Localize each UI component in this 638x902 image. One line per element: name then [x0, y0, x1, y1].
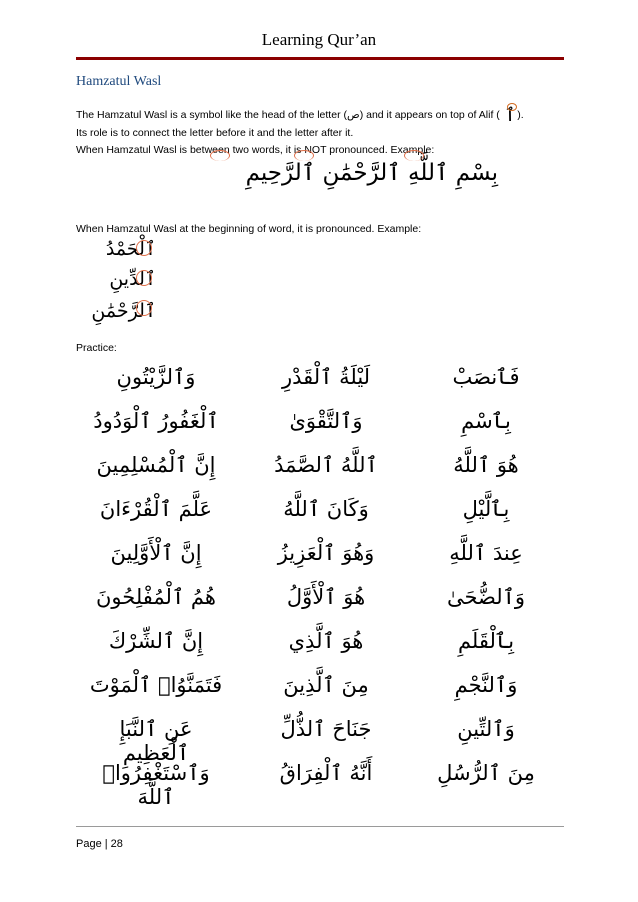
- begin-example-3: ٱلرَّحْمَٰنِ: [91, 300, 156, 322]
- practice-item: فَٱنصَبْ: [452, 365, 520, 389]
- practice-item: عَنِ ٱلنَّبَإِ ٱلْعَظِيمِ: [119, 717, 193, 765]
- practice-item: وَٱلزَّيْتُونِ: [116, 365, 196, 389]
- practice-item: وَهُوَ ٱلْعَزِيزُ: [277, 541, 375, 565]
- practice-item: هُوَ ٱلَّذِي: [288, 629, 364, 653]
- practice-item: عَلَّمَ ٱلْقُرْءَانَ: [99, 497, 213, 521]
- basmala-example: [118, 150, 498, 206]
- practice-item: وَٱلتِّينِ: [457, 717, 515, 741]
- practice-item: لَيْلَةُ ٱلْقَدْرِ: [281, 365, 371, 389]
- line1-text-a: The Hamzatul Wasl is a symbol like the head of the letter (: [76, 109, 347, 121]
- paragraph-line-3: When Hamzatul Wasl is between two words, it is NOT pronounced. Example:: [76, 144, 435, 156]
- practice-item: وَٱلتَّقْوَىٰ: [289, 409, 363, 433]
- sad-glyph: ص: [346, 109, 360, 121]
- line1-text-c: ).: [517, 109, 524, 121]
- practice-item: مِنَ ٱلَّذِينَ: [283, 673, 369, 697]
- practice-item: ٱللَّهُ ٱلصَّمَدُ: [274, 453, 378, 477]
- practice-item: هُوَ ٱللَّهُ: [453, 453, 519, 477]
- practice-item: بِٱلْقَلَمِ: [457, 629, 515, 653]
- begin-example-2: ٱلدِّينِ: [109, 268, 156, 290]
- footer-rule: [76, 826, 564, 827]
- practice-item: وَكَانَ ٱللَّهُ: [283, 497, 369, 521]
- practice-item: جَنَاحَ ٱلذُّلِّ: [280, 717, 372, 741]
- practice-item: إِنَّ ٱلْأَوَّلِينَ: [110, 541, 202, 565]
- header-rule: [76, 57, 564, 60]
- begin-example-1: ٱلْحَمْدُ: [105, 238, 156, 260]
- practice-item: أَنَّهُ ٱلْفِرَاقُ: [279, 761, 373, 785]
- alif-wasl-glyph: [504, 105, 516, 126]
- wasl-arc-1: [210, 150, 230, 161]
- page-number: Page | 28: [76, 838, 123, 850]
- section-title: Hamzatul Wasl: [76, 74, 162, 89]
- practice-item: مِنَ ٱلرُّسُلِ: [437, 761, 535, 785]
- practice-item: إِنَّ ٱلشِّرْكَ: [108, 629, 204, 653]
- practice-item: وَٱسْتَغْفِرُوا۟ ٱللَّهَ: [102, 761, 210, 809]
- wasl-circle-2: [136, 270, 152, 286]
- line1-text-b: ) and it appears on top of Alif (: [359, 109, 500, 121]
- practice-item: وَٱلضُّحَىٰ: [446, 585, 526, 609]
- practice-item: بِٱلَّيْلِ: [462, 497, 510, 521]
- paragraph-line-1: [76, 105, 524, 126]
- practice-item: عِندَ ٱللَّهِ: [449, 541, 523, 565]
- page-header-title: Learning Qur’an: [261, 30, 377, 49]
- wasl-circle-3: [136, 300, 152, 316]
- practice-item: إِنَّ ٱلْمُسْلِمِينَ: [96, 453, 216, 477]
- paragraph-line-2: Its role is to connect the letter before it and the letter after it.: [76, 127, 354, 139]
- practice-label: Practice:: [76, 342, 117, 354]
- paragraph-line-4: When Hamzatul Wasl at the beginning of word, it is pronounced. Example:: [76, 223, 422, 235]
- wasl-circle-1: [136, 240, 152, 256]
- wasl-arc-2: [294, 150, 314, 161]
- practice-item: بِٱسْمِ: [461, 409, 511, 433]
- practice-item: وَٱلنَّجْمِ: [454, 673, 518, 697]
- basmala-text: بِسْمِ ٱللَّهِ ٱلرَّحْمَٰنِ ٱلرَّحِيمِ: [245, 160, 498, 186]
- practice-item: فَتَمَنَّوُا۟ ٱلْمَوْتَ: [89, 673, 223, 697]
- alif-wasl-char: ٱ: [504, 105, 516, 126]
- practice-item: هُمُ ٱلْمُفْلِحُونَ: [96, 585, 216, 609]
- practice-item: هُوَ ٱلْأَوَّلُ: [286, 585, 366, 609]
- practice-item: ٱلْغَفُورُ ٱلْوَدُودُ: [93, 409, 219, 433]
- wasl-arc-3: [404, 150, 424, 161]
